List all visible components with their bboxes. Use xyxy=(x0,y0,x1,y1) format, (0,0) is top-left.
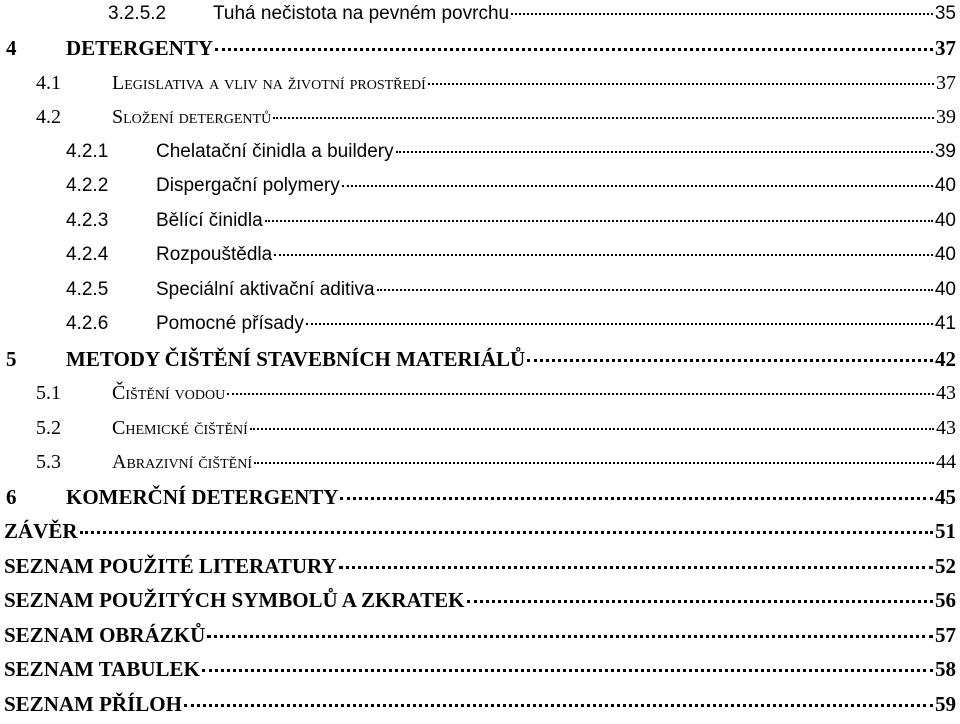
toc-entry-page: 40 xyxy=(934,175,956,196)
toc-entry-page: 59 xyxy=(935,692,956,716)
toc-entry-page: 43 xyxy=(936,382,956,404)
toc-entry-3-2-5-2[interactable] xyxy=(0,0,960,34)
toc-entry-page: 37 xyxy=(936,72,956,94)
toc-entry-title: Dispergační polymery xyxy=(156,175,340,196)
toc-entry-4-2-3[interactable] xyxy=(0,207,960,241)
toc-dot-leader xyxy=(250,427,934,430)
toc-entry-page: 42 xyxy=(935,347,956,371)
toc-entry-seznam-tabulek[interactable] xyxy=(0,655,960,689)
toc-entry-page: 56 xyxy=(935,588,956,612)
toc-entry-number: 4.2.3 xyxy=(66,210,109,231)
toc-entry-title: Abrazivní čištění xyxy=(112,451,252,473)
toc-dot-leader xyxy=(254,461,934,464)
toc-dot-leader xyxy=(273,116,934,119)
toc-entry-seznam-literatury[interactable] xyxy=(0,552,960,586)
toc-entry-number: 5.3 xyxy=(36,451,61,473)
toc-dot-leader xyxy=(184,703,933,707)
toc-entry-title: Chelatační činidla a buildery xyxy=(156,141,394,162)
toc-entry-title: SEZNAM PŘÍLOH xyxy=(4,692,182,716)
toc-entry-title: SEZNAM POUŽITÝCH SYMBOLŮ A ZKRATEK xyxy=(4,588,465,612)
toc-entry-4-2-1[interactable] xyxy=(0,138,960,172)
toc-dot-leader xyxy=(511,12,933,15)
toc-entry-number: 4.2.5 xyxy=(66,279,109,300)
toc-entry-5-3[interactable] xyxy=(0,448,960,482)
toc-dot-leader xyxy=(527,358,933,362)
toc-entry-page: 40 xyxy=(934,210,956,231)
toc-entry-title: Tuhá nečistota na pevném povrchu xyxy=(213,3,510,24)
toc-dot-leader xyxy=(377,288,933,291)
toc-entry-page: 45 xyxy=(935,485,956,509)
toc-entry-page: 43 xyxy=(936,417,956,439)
toc-entry-4-1[interactable] xyxy=(0,69,960,103)
toc-entry-title: Rozpouštědla xyxy=(156,244,273,265)
toc-entry-4-2-6[interactable] xyxy=(0,310,960,344)
toc-entry-5-1[interactable] xyxy=(0,379,960,413)
toc-entry-title: KOMERČNÍ DETERGENTY xyxy=(66,485,339,509)
toc-entry-title: Chemické čištění xyxy=(112,417,248,439)
toc-entry-number: 4.1 xyxy=(36,72,61,94)
toc-entry-5-2[interactable] xyxy=(0,414,960,448)
toc-entry-page: 57 xyxy=(935,623,956,647)
toc-entry-title: ZÁVĚR xyxy=(4,519,78,543)
toc-dot-leader xyxy=(207,634,933,638)
toc-entry-zaver[interactable] xyxy=(0,517,960,551)
toc-entry-6[interactable] xyxy=(0,483,960,517)
toc-entry-number: 5.2 xyxy=(36,417,61,439)
toc-entry-number: 4.2.1 xyxy=(66,141,109,162)
toc-dot-leader xyxy=(428,82,934,85)
toc-entry-seznam-symbolu[interactable] xyxy=(0,586,960,620)
toc-dot-leader xyxy=(227,392,934,395)
toc-entry-seznam-obrazku[interactable] xyxy=(0,621,960,655)
toc-entry-number: 6 xyxy=(6,485,17,509)
toc-dot-leader xyxy=(306,322,933,325)
toc-entry-title: DETERGENTY xyxy=(66,36,214,60)
toc-entry-5[interactable] xyxy=(0,345,960,379)
toc-entry-4-2[interactable] xyxy=(0,103,960,137)
toc-dot-leader xyxy=(274,253,933,256)
toc-entry-number: 4.2.4 xyxy=(66,244,109,265)
toc-dot-leader xyxy=(80,530,933,534)
toc-entry-4[interactable] xyxy=(0,34,960,68)
toc-entry-title: Pomocné přísady xyxy=(156,313,304,334)
toc-entry-page: 40 xyxy=(934,279,956,300)
toc-dot-leader xyxy=(202,668,933,672)
toc-entry-page: 41 xyxy=(934,313,956,334)
toc-dot-leader xyxy=(340,496,933,500)
toc-dot-leader xyxy=(339,565,933,569)
toc-entry-number: 4.2 xyxy=(36,106,61,128)
toc-entry-number: 3.2.5.2 xyxy=(108,3,167,24)
toc-entry-title: Speciální aktivační aditiva xyxy=(156,279,375,300)
toc-entry-page: 35 xyxy=(934,3,956,24)
toc-dot-leader xyxy=(215,47,933,51)
toc-entry-title: SEZNAM OBRÁZKŮ xyxy=(4,623,206,647)
toc-entry-page: 51 xyxy=(935,519,956,543)
toc-entry-page: 39 xyxy=(934,141,956,162)
toc-entry-4-2-4[interactable] xyxy=(0,241,960,275)
toc-entry-title: Složení detergentů xyxy=(112,106,272,128)
toc-entry-title: Bělící činidla xyxy=(156,210,263,231)
toc-dot-leader xyxy=(265,219,933,222)
toc-entry-title: METODY ČIŠTĚNÍ STAVEBNÍCH MATERIÁLŮ xyxy=(66,347,526,371)
toc-entry-page: 39 xyxy=(936,106,956,128)
toc-entry-number: 5.1 xyxy=(36,382,61,404)
toc-entry-title: SEZNAM POUŽITÉ LITERATURY xyxy=(4,554,337,578)
toc-entry-title: Čištění vodou xyxy=(112,382,226,404)
toc-entry-page: 44 xyxy=(936,451,956,473)
toc-entry-4-2-2[interactable] xyxy=(0,172,960,206)
toc-entry-page: 37 xyxy=(935,36,956,60)
toc-dot-leader xyxy=(342,184,933,187)
toc-entry-page: 40 xyxy=(934,244,956,265)
toc-entry-number: 4.2.6 xyxy=(66,313,109,334)
toc-entry-page: 52 xyxy=(935,554,956,578)
toc-entry-title: Legislativa a vliv na životní prostředí xyxy=(112,72,426,94)
toc-entry-number: 4.2.2 xyxy=(66,175,109,196)
toc-entry-title: SEZNAM TABULEK xyxy=(4,657,200,681)
toc-entry-4-2-5[interactable] xyxy=(0,276,960,310)
toc-dot-leader xyxy=(396,150,933,153)
toc-entry-number: 5 xyxy=(6,347,17,371)
toc-entry-page: 58 xyxy=(935,657,956,681)
toc-entry-seznam-priloh[interactable] xyxy=(0,690,960,724)
toc-dot-leader xyxy=(467,599,933,603)
toc-entry-number: 4 xyxy=(6,36,17,60)
